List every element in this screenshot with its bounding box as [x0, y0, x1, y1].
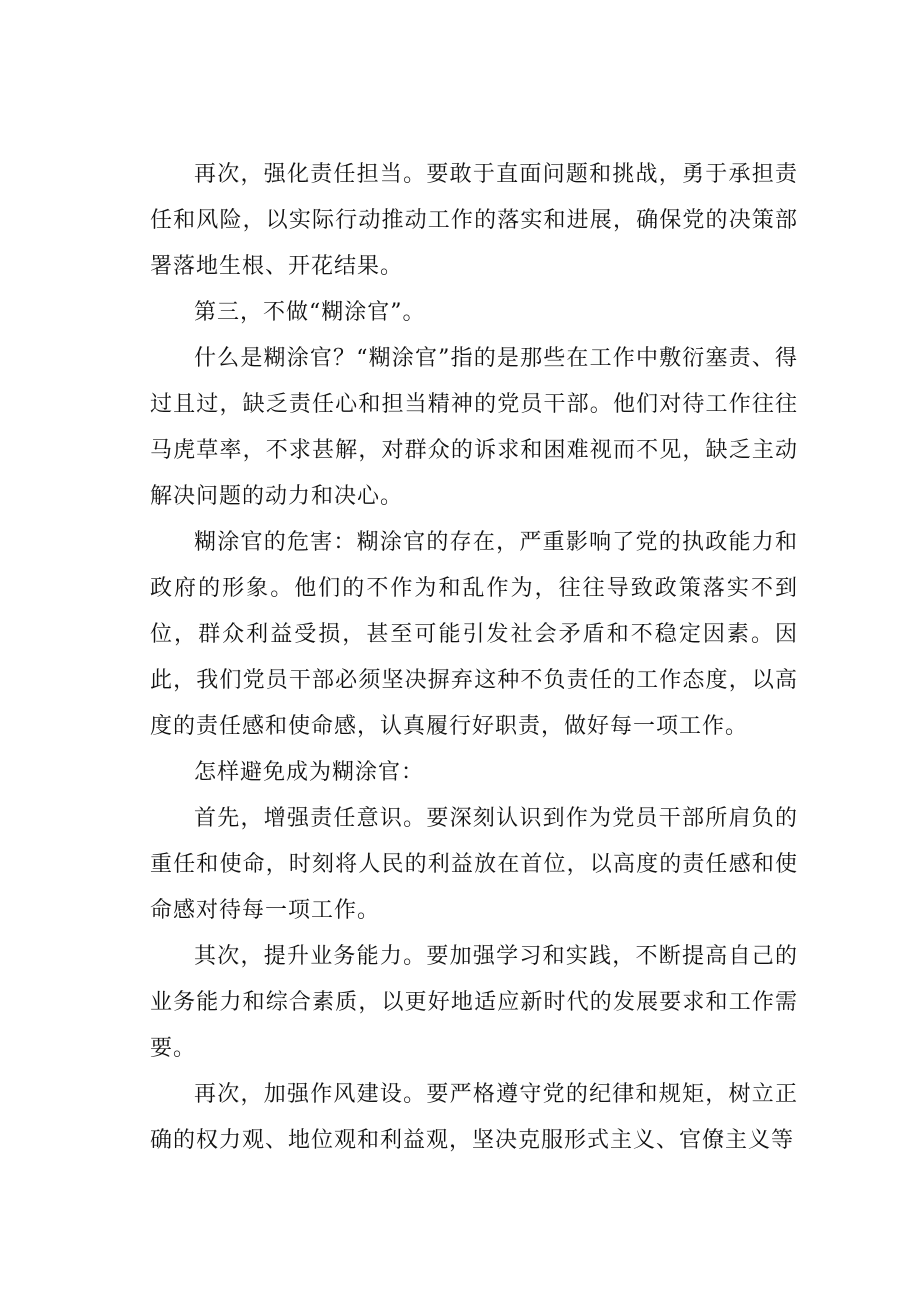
paragraph-again-work-style: 再次，加强作风建设。要严格遵守党的纪律和规矩，树立正确的权力观、地位观和利益观，坚决克服形式主义、官僚主义等 — [150, 1082, 798, 1153]
document-body — [150, 152, 798, 1164]
paragraph-first-responsibility-awareness: 首先，增强责任意识。要深刻认识到作为党员干部所肩负的重任和使命，时刻将人民的利益放在首位，以高度的责任感和使命感对待每一项工作。 — [150, 806, 798, 923]
section-heading-third: 第三，不做“糊涂官”。 — [194, 300, 426, 325]
paragraph-harm-of-muddled-official: 糊涂官的危害：糊涂官的存在，严重影响了党的执政能力和政府的形象。他们的不作为和乱作为，往往导致政策落实不到位，群众利益受损，甚至可能引发社会矛盾和不稳定因素。因此，我们党员干部必须坚决摒弃这种不负责任的工作态度，以高度的责任感和使命感，认真履行好职责，做好每一项工作。 — [150, 530, 798, 739]
paragraph-strengthen-responsibility: 再次，强化责任担当。要敢于直面问题和挑战，勇于承担责任和风险，以实际行动推动工作的落实和进展，确保党的决策部署落地生根、开花结果。 — [150, 162, 798, 279]
paragraph-how-to-avoid: 怎样避免成为糊涂官： — [194, 760, 425, 785]
paragraph-second-business-ability: 其次，提升业务能力。要加强学习和实践，不断提高自己的业务能力和综合素质，以更好地适应新时代的发展要求和工作需要。 — [150, 944, 798, 1061]
paragraph-what-is-muddled-official: 什么是糊涂官？“糊涂官”指的是那些在工作中敷衍塞责、得过且过，缺乏责任心和担当精神的党员干部。他们对待工作往往马虎草率，不求甚解，对群众的诉求和困难视而不见，缺乏主动解决问题的动力和决心。 — [150, 346, 798, 509]
